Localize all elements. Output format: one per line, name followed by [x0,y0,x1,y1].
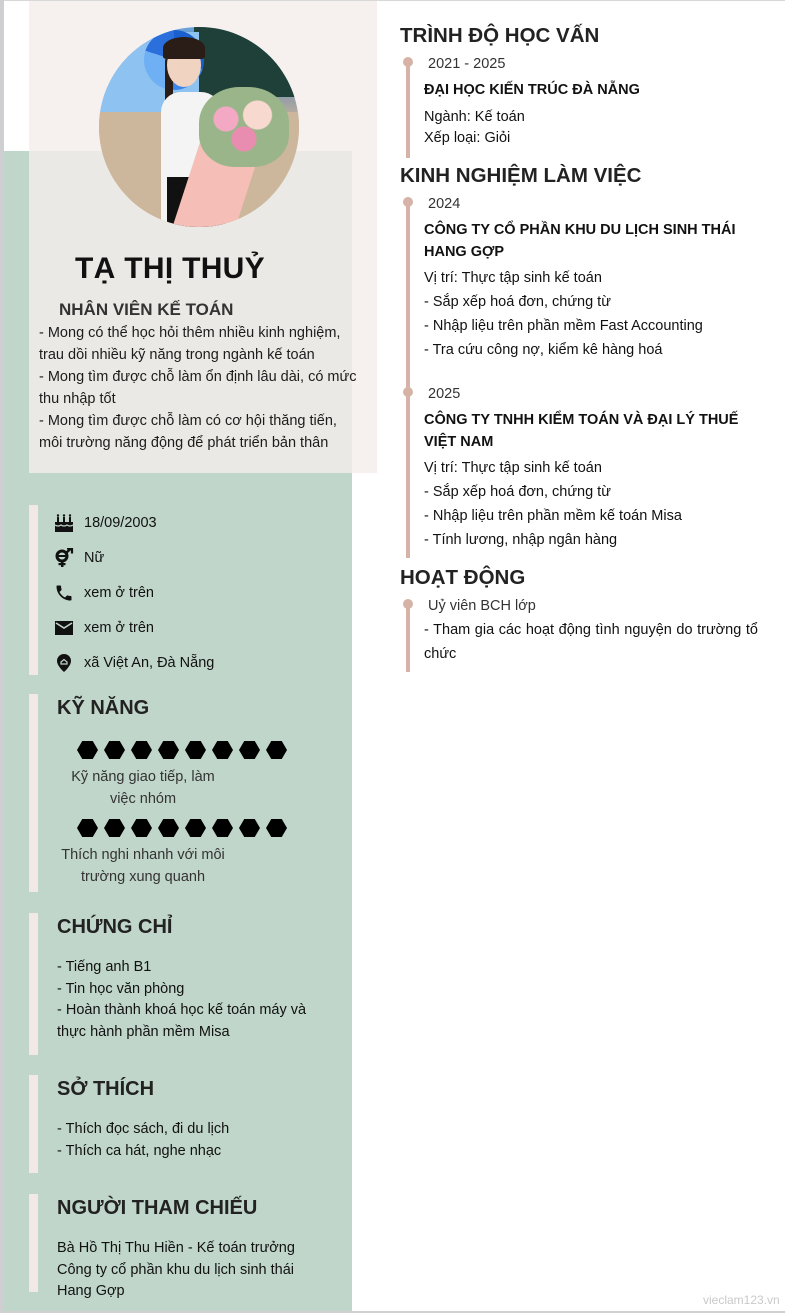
skills-accent-bar [29,694,38,892]
education-timeline-line [406,58,410,158]
phone-icon [54,583,74,603]
rating-hexagon-icon [212,819,233,837]
activities-title: HOẠT ĐỘNG [400,566,526,589]
experience-company: CÔNG TY CỔ PHẦN KHU DU LỊCH SINH THÁI HANG GỢP [424,222,736,260]
watermark: vieclam123.vn [703,1293,780,1307]
rating-hexagon-icon [77,819,98,837]
rating-hexagon-icon [77,741,98,759]
hobbies-list [57,1119,327,1162]
contact-accent-bar [29,505,38,675]
rating-hexagon-icon [266,741,287,759]
education-detail: Ngành: Kế toán [424,109,525,125]
timeline-dot-icon [403,197,413,207]
education-detail: Xếp loại: Giỏi [424,130,511,146]
avatar [99,27,299,227]
skill-label: Thích nghi nhanh với môi trường xung quanh [61,847,225,885]
experience-detail: - Tính lương, nhập ngân hàng [424,532,618,548]
activity-detail: - Tham gia các hoạt động tình nguyện do trường tổ chức [424,622,758,662]
hobby-item: - Thích ca hát, nghe nhạc [57,1142,222,1159]
timeline-dot-icon [403,57,413,67]
certificates-accent-bar [29,913,38,1055]
skill-rating [57,740,307,760]
rating-hexagon-icon [131,819,152,837]
certificate-item: - Tiếng anh B1 [57,959,152,975]
activity-details [424,618,758,666]
education-school: ĐẠI HỌC KIẾN TRÚC ĐÀ NẴNG [424,82,640,98]
experience-detail: - Sắp xếp hoá đơn, chứng từ [424,484,611,500]
experience-date: 2025 [428,386,461,402]
experience-detail: Vị trí: Thực tập sinh kế toán [424,270,602,286]
experience-company: CÔNG TY TNHH KIỂM TOÁN VÀ ĐẠI LÝ THUẾ VIỆT NAM [424,412,739,450]
references-title: NGƯỜI THAM CHIẾU [57,1197,258,1219]
contact-address [54,645,214,680]
timeline-dot-icon [403,599,413,609]
references-text: Bà Hồ Thị Thu Hiền - Kế toán trưởng Công ty cổ phần khu du lịch sinh thái Hang Gợp [57,1240,295,1299]
email-value: xem ở trên [84,619,154,636]
gender-value: Nữ [84,549,105,566]
birthday-cake-icon [54,513,74,533]
hobbies-accent-bar [29,1075,38,1173]
rating-hexagon-icon [212,741,233,759]
certificates-title: CHỨNG CHỈ [57,916,173,938]
objective-line: - Mong tìm được chỗ làm có cơ hội thăng tiến, môi trường năng động để phát triển bản thân [39,413,337,451]
contact-gender [54,540,214,575]
rating-hexagon-icon [104,741,125,759]
phone-value: xem ở trên [84,584,154,601]
skill-item [57,818,307,888]
hobbies-title: SỞ THÍCH [57,1078,155,1100]
certificate-item: - Tin học văn phòng [57,980,185,997]
education-title: TRÌNH ĐỘ HỌC VẤN [400,24,600,47]
experience-detail: Vị trí: Thực tập sinh kế toán [424,460,602,476]
rating-hexagon-icon [266,819,287,837]
certificates-list [57,957,317,1043]
address-value: xã Việt An, Đà Nẵng [84,654,215,671]
rating-hexagon-icon [185,741,206,759]
education-date: 2021 - 2025 [428,56,506,72]
experience-detail: - Nhập liệu trên phần mềm Fast Accounting [424,318,703,334]
experience-detail: - Tra cứu công nợ, kiểm kê hàng hoá [424,342,663,358]
skill-rating [57,818,307,838]
skills-list [57,740,307,896]
gender-icon [54,548,74,568]
experience-date: 2024 [428,196,461,212]
experience-detail: - Nhập liệu trên phần mềm kế toán Misa [424,508,682,524]
experience-detail: - Sắp xếp hoá đơn, chứng từ [424,294,611,310]
rating-hexagon-icon [239,741,260,759]
references-accent-bar [29,1194,38,1292]
skills-title: KỸ NĂNG [57,697,150,719]
rating-hexagon-icon [104,819,125,837]
activity-role: Uỷ viên BCH lớp [428,598,536,614]
objective-line: - Mong tìm được chỗ làm ổn định lâu dài, có mức thu nhập tốt [39,369,357,407]
activities-timeline-line [406,600,410,672]
candidate-role: NHÂN VIÊN KẾ TOÁN [59,300,234,319]
location-pin-icon [54,653,74,673]
education-details [424,107,764,149]
contact-email [54,610,214,645]
rating-hexagon-icon [131,741,152,759]
avatar-bouquet [199,87,289,167]
experience-timeline-line [406,198,410,558]
timeline-dot-icon [403,387,413,397]
experience-details [424,266,764,362]
avatar-hair [163,37,205,59]
candidate-name: TẠ THỊ THUỶ [75,252,265,285]
skill-label: Kỹ năng giao tiếp, làm việc nhóm [71,769,215,807]
certificate-item: - Hoàn thành khoá học kế toán máy và thực hành phần mềm Misa [57,1002,307,1040]
career-objective [39,322,357,454]
rating-hexagon-icon [239,819,260,837]
contact-info [54,505,214,680]
rating-hexagon-icon [185,819,206,837]
skill-item [57,740,307,810]
objective-line: - Mong có thể học hỏi thêm nhiều kinh nghiệm, trau dồi nhiều kỹ năng trong ngành kế toán [39,325,341,363]
rating-hexagon-icon [158,741,179,759]
contact-phone [54,575,214,610]
birthday-value: 18/09/2003 [84,514,157,531]
hobby-item: - Thích đọc sách, đi du lịch [57,1121,230,1137]
rating-hexagon-icon [158,819,179,837]
experience-title: KINH NGHIỆM LÀM VIỆC [400,164,642,187]
email-icon [54,618,74,638]
contact-birthday [54,505,214,540]
experience-details [424,456,764,552]
